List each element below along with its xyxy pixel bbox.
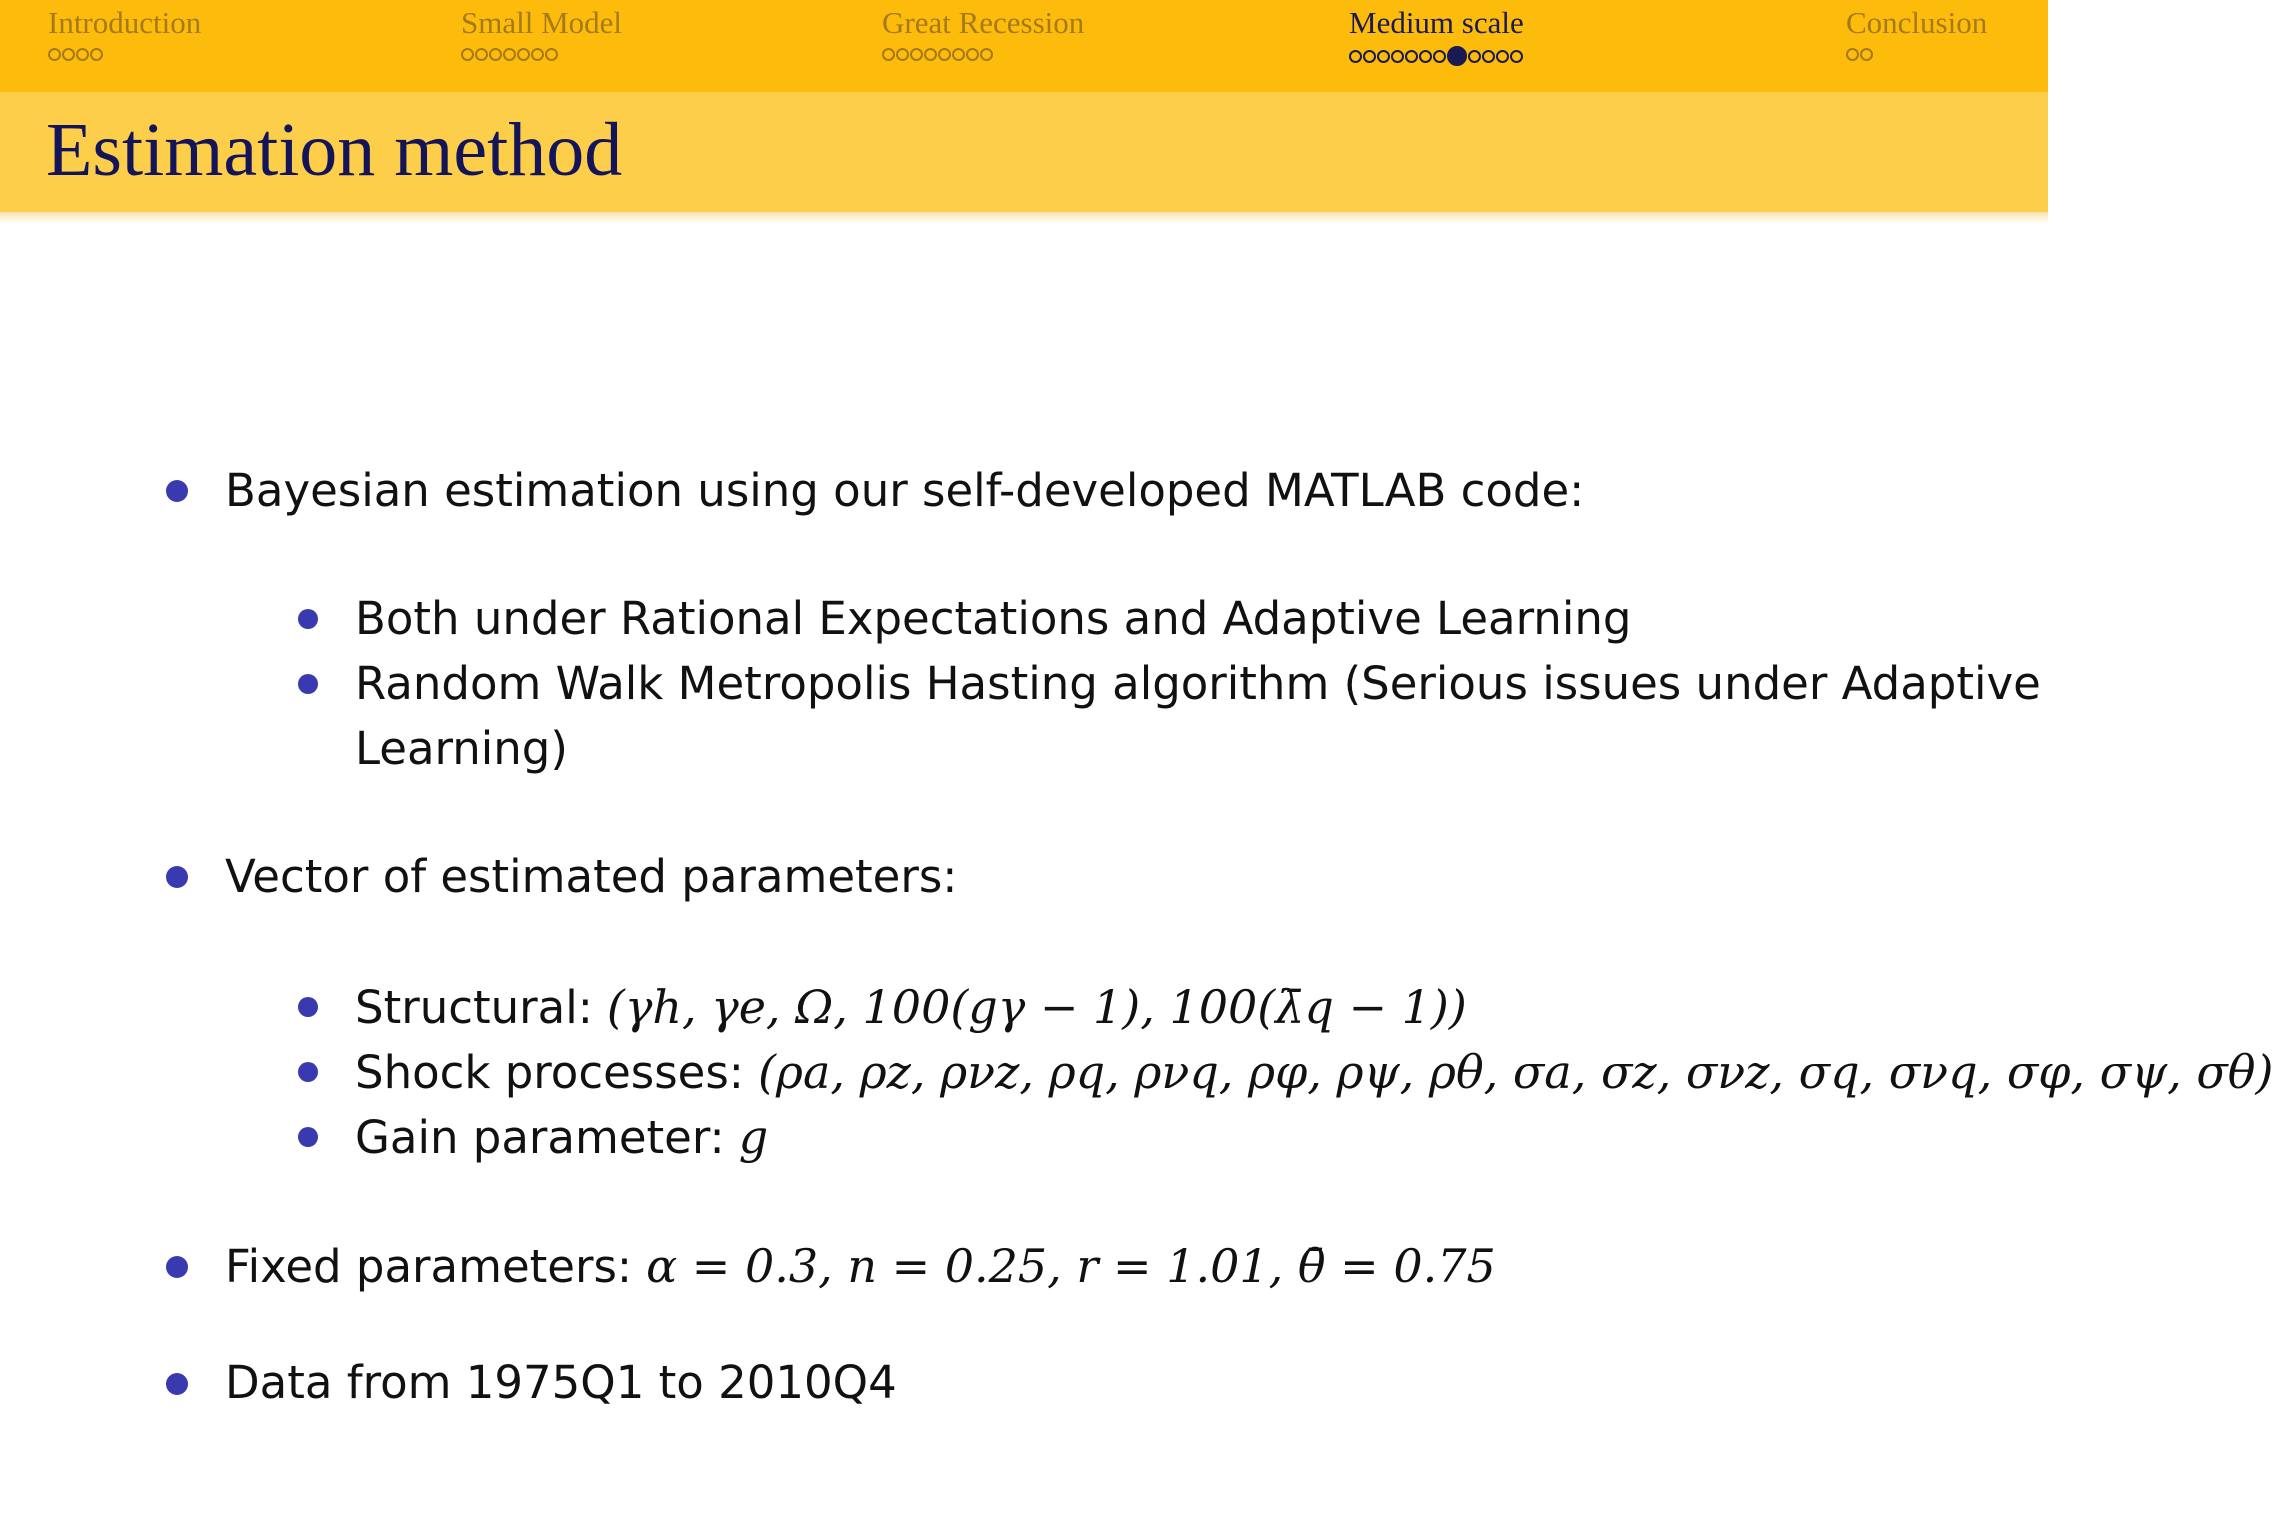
bullet-fixed-parameters: [225, 1241, 1496, 1292]
frame-title: Estimation method: [46, 108, 623, 192]
bullet-vector-parameters: Vector of estimated parameters:: [225, 850, 958, 903]
nav-dot-icon[interactable]: [1510, 50, 1523, 63]
nav-section-title[interactable]: Conclusion: [1846, 5, 1988, 40]
nav-dot-icon[interactable]: [1363, 50, 1376, 63]
sub-bullet-point: [298, 674, 318, 694]
nav-dot-icon[interactable]: [1349, 50, 1362, 63]
nav-dot-icon[interactable]: [475, 48, 488, 61]
nav-dot-icon[interactable]: [882, 48, 895, 61]
nav-section-title[interactable]: Medium scale: [1349, 5, 1524, 40]
nav-dot-icon[interactable]: [48, 48, 61, 61]
nav-section-title[interactable]: Great Recession: [882, 5, 1085, 40]
bullet-point: [166, 866, 188, 888]
nav-dot-icon[interactable]: [1419, 50, 1432, 63]
nav-dot-icon[interactable]: [1377, 50, 1390, 63]
bullet-data-range: Data from 1975Q1 to 2010Q4: [225, 1356, 897, 1409]
nav-section-introduction[interactable]: [48, 4, 201, 68]
nav-dot-icon[interactable]: [980, 48, 993, 61]
nav-progress-dots[interactable]: [461, 46, 622, 68]
sub-bullet-both-under: Both under Rational Expectations and Adaptive Learning: [355, 592, 1632, 645]
sub-bullet-point: [298, 997, 318, 1017]
nav-dot-icon[interactable]: [90, 48, 103, 61]
nav-dot-icon[interactable]: [1846, 48, 1859, 61]
nav-dot-current-icon[interactable]: [1447, 46, 1467, 66]
nav-section-great-recession[interactable]: [882, 4, 1084, 68]
nav-section-small-model[interactable]: [461, 4, 622, 68]
bullet-point: [166, 1373, 188, 1395]
nav-section-title[interactable]: Small Model: [461, 5, 623, 40]
nav-dot-icon[interactable]: [910, 48, 923, 61]
fixed-label: Fixed parameters:: [225, 1240, 633, 1293]
bullet-point: [166, 480, 188, 502]
nav-dot-icon[interactable]: [938, 48, 951, 61]
nav-progress-dots[interactable]: [1846, 46, 1987, 68]
nav-dot-icon[interactable]: [896, 48, 909, 61]
frame-title-shadow: [0, 212, 2048, 224]
shock-label: Shock processes:: [355, 1046, 744, 1099]
sub-bullet-point: [298, 609, 318, 629]
fixed-formula: α = 0.3, n = 0.25, r = 1.01, θ̄ = 0.75: [646, 1239, 1496, 1293]
bullet-bayesian-estimation: Bayesian estimation using our self-developed MATLAB code:: [225, 464, 1585, 517]
nav-progress-dots[interactable]: [1349, 46, 1524, 68]
nav-dot-icon[interactable]: [62, 48, 75, 61]
nav-dot-icon[interactable]: [1405, 50, 1418, 63]
sub-bullet-gain-parameter: [355, 1112, 768, 1163]
nav-section-title[interactable]: Introduction: [48, 5, 202, 40]
nav-section-medium-scale[interactable]: [1349, 4, 1524, 68]
nav-progress-dots[interactable]: [882, 46, 1084, 68]
sub-bullet-random-walk-continued: Learning): [355, 722, 568, 775]
bullet-point: [166, 1256, 188, 1278]
nav-dot-icon[interactable]: [76, 48, 89, 61]
nav-dot-icon[interactable]: [531, 48, 544, 61]
gain-label: Gain parameter:: [355, 1111, 725, 1164]
nav-dot-icon[interactable]: [461, 48, 474, 61]
structural-formula: (γh, γe, Ω, 100(gγ − 1), 100(λ̄q − 1)): [606, 980, 1467, 1034]
nav-section-conclusion[interactable]: [1846, 4, 1987, 68]
sub-bullet-structural: [355, 982, 1467, 1033]
nav-dot-icon[interactable]: [1496, 50, 1509, 63]
nav-dot-icon[interactable]: [1468, 50, 1481, 63]
nav-dot-icon[interactable]: [489, 48, 502, 61]
nav-dot-icon[interactable]: [545, 48, 558, 61]
nav-dot-icon[interactable]: [924, 48, 937, 61]
gain-formula: g: [738, 1110, 769, 1164]
nav-dot-icon[interactable]: [1391, 50, 1404, 63]
nav-dot-icon[interactable]: [503, 48, 516, 61]
sub-bullet-point: [298, 1127, 318, 1147]
nav-progress-dots[interactable]: [48, 46, 201, 68]
sub-bullet-shock-processes: [355, 1047, 2273, 1098]
navigation-bar: [0, 0, 2048, 92]
nav-dot-icon[interactable]: [1860, 48, 1873, 61]
shock-formula: (ρa, ρz, ρνz, ρq, ρνq, ρφ, ρψ, ρθ, σa, σz, σνz, σq, σνq, σφ, σψ, σθ): [757, 1045, 2273, 1099]
sub-bullet-point: [298, 1062, 318, 1082]
nav-dot-icon[interactable]: [1433, 50, 1446, 63]
nav-dot-icon[interactable]: [952, 48, 965, 61]
nav-dot-icon[interactable]: [1482, 50, 1495, 63]
nav-dot-icon[interactable]: [966, 48, 979, 61]
structural-label: Structural:: [355, 981, 593, 1034]
sub-bullet-random-walk: Random Walk Metropolis Hasting algorithm (Serious issues under Adaptive: [355, 657, 2041, 710]
nav-dot-icon[interactable]: [517, 48, 530, 61]
